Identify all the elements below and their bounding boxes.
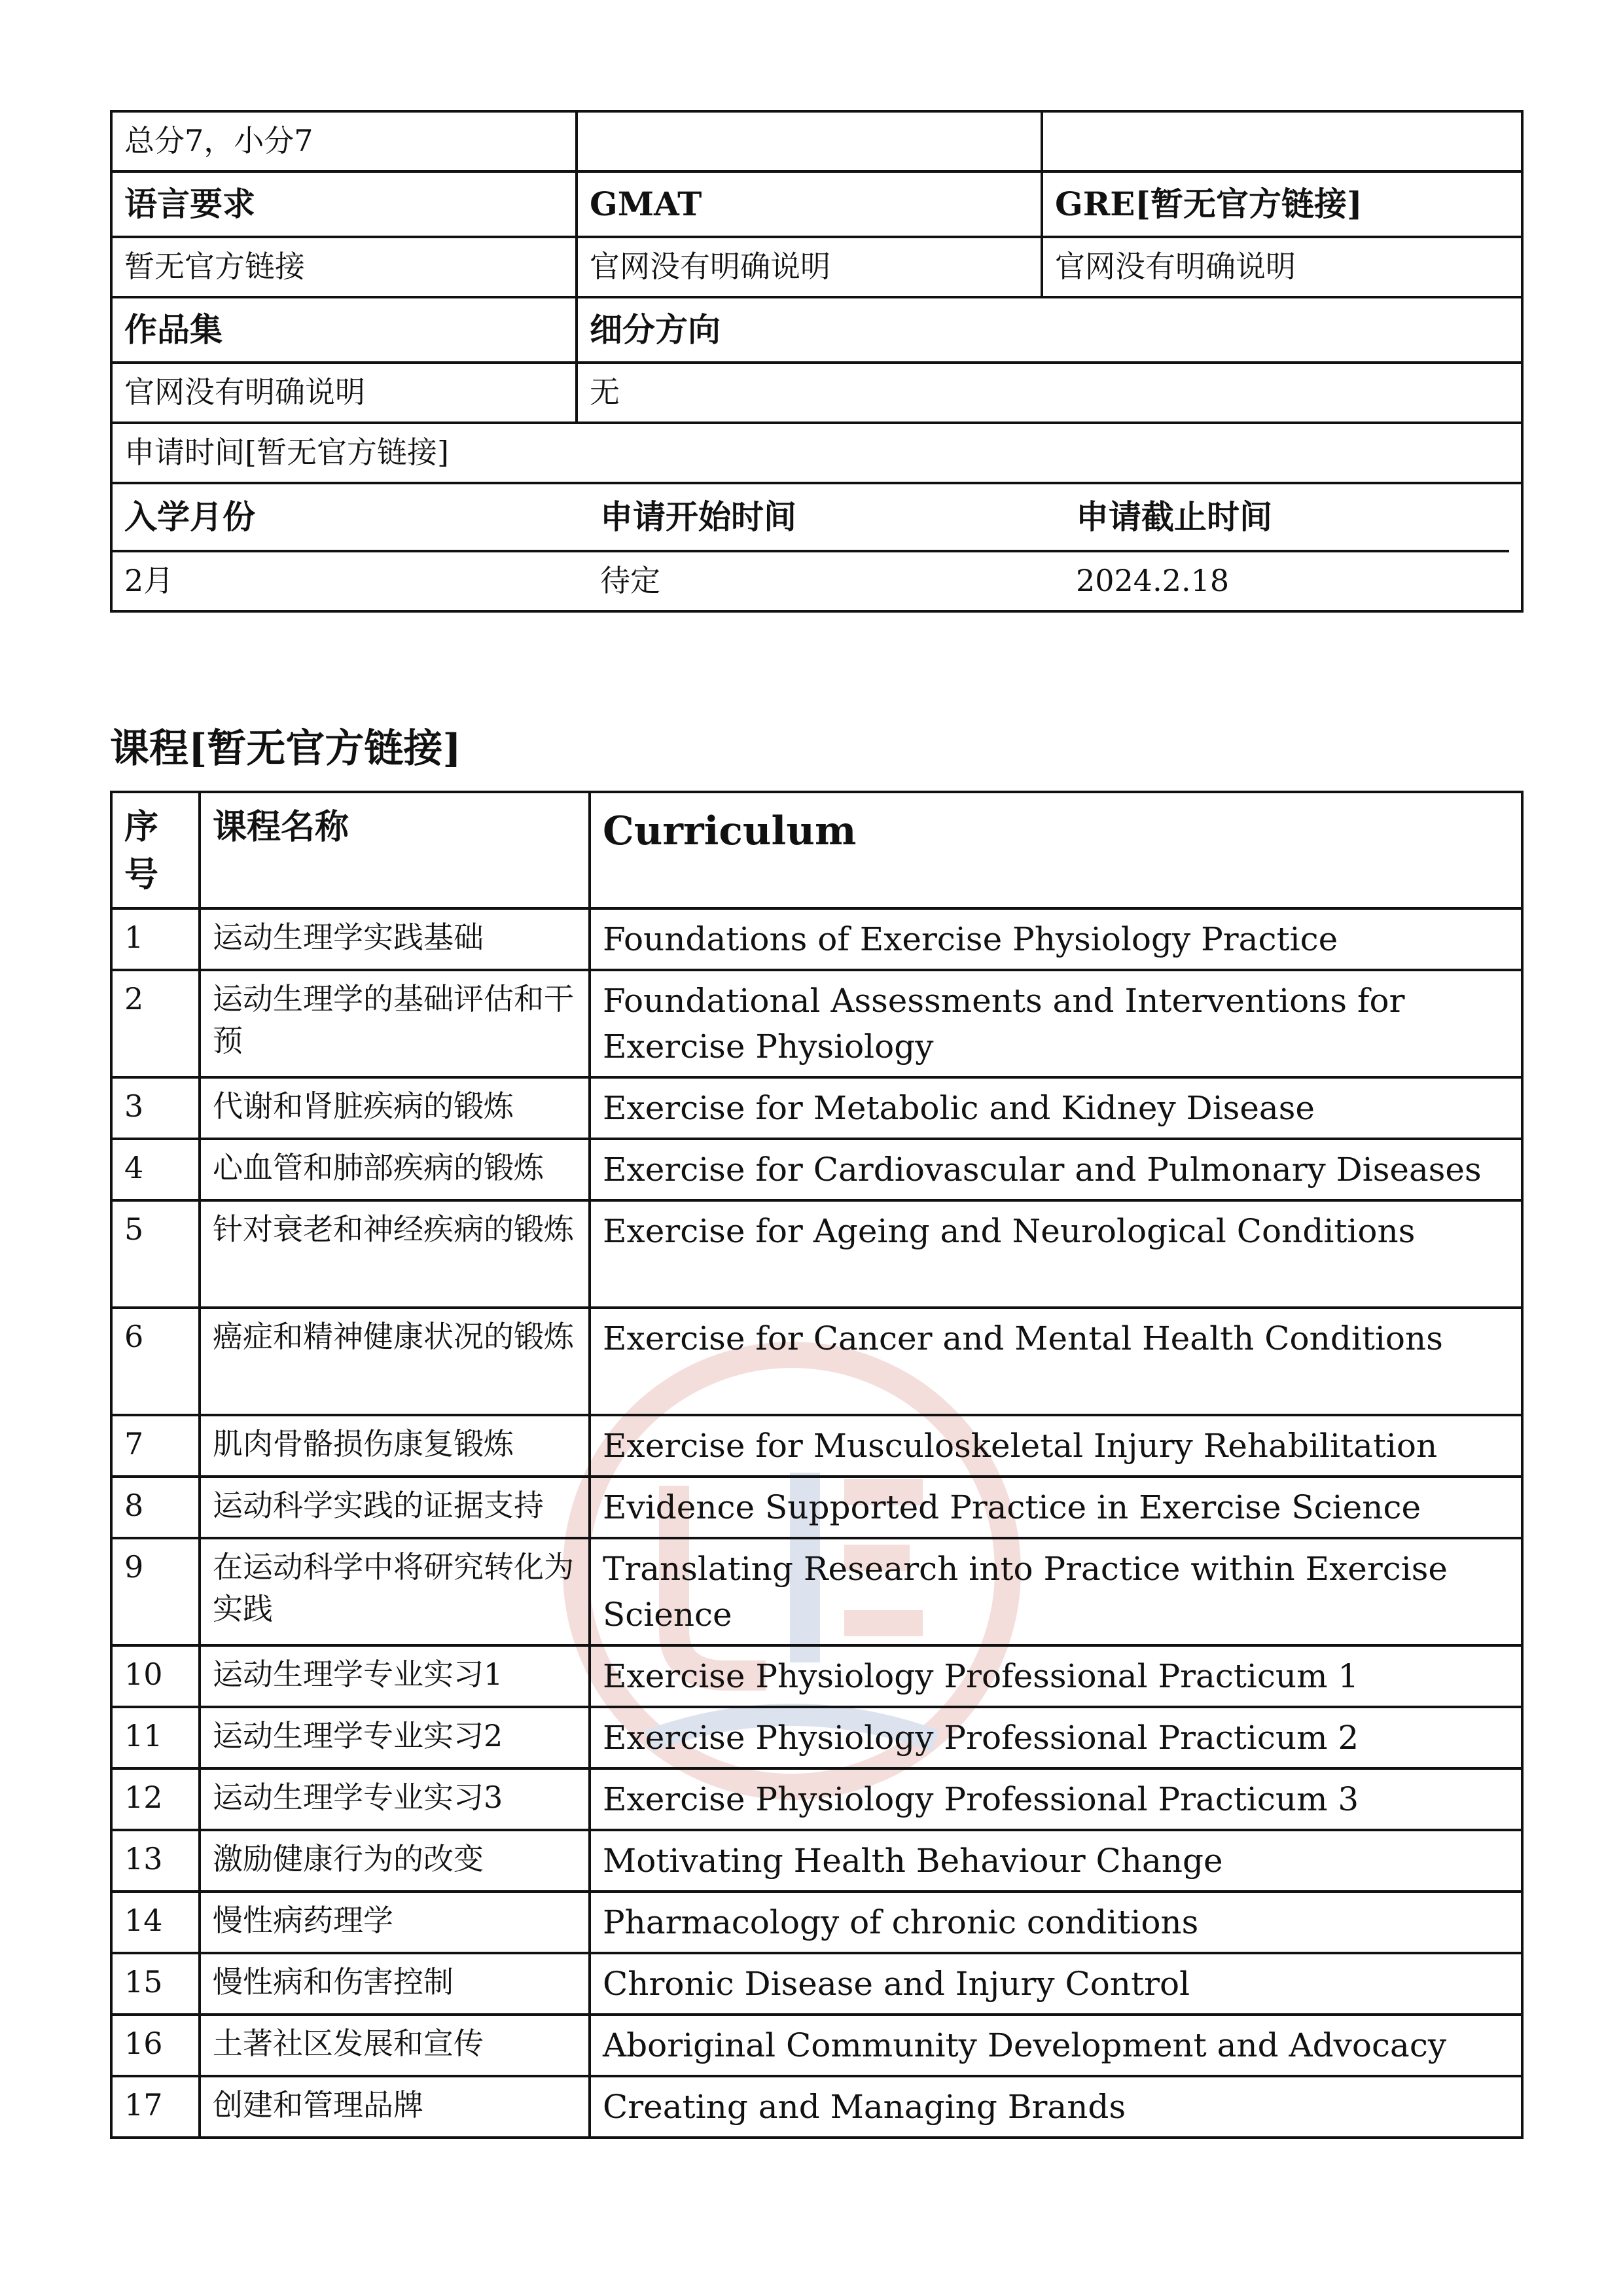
dates-header-row xyxy=(113,484,1509,552)
open-date-label: 申请开始时间 xyxy=(600,497,796,536)
deadline-label: 申请截止时间 xyxy=(1076,497,1272,536)
course-name-cn: 在运动科学中将研究转化为实践 xyxy=(200,1538,590,1645)
intake-month-value: 2月 xyxy=(124,563,174,599)
course-no: 2 xyxy=(111,970,200,1077)
course-name-cn: 运动生理学专业实习3 xyxy=(200,1768,590,1830)
course-name-en: Translating Research into Practice within Exercise Science xyxy=(590,1538,1522,1645)
course-no: 8 xyxy=(111,1477,200,1538)
course-no: 9 xyxy=(111,1538,200,1645)
table-row xyxy=(111,1139,1522,1200)
course-name-en: Motivating Health Behaviour Change xyxy=(590,1830,1522,1892)
course-no: 16 xyxy=(111,2015,200,2076)
gre-value: 官网没有明确说明 xyxy=(1042,237,1522,297)
course-name-en: Exercise for Musculoskeletal Injury Rehabilitation xyxy=(590,1415,1522,1477)
col-header-no: 序号 xyxy=(111,792,200,908)
course-name-en: Exercise for Ageing and Neurological Conditions xyxy=(590,1200,1522,1308)
table-row xyxy=(111,1477,1522,1538)
course-name-cn: 创建和管理品牌 xyxy=(200,2076,590,2138)
course-no: 15 xyxy=(111,1953,200,2015)
gmat-label: GMAT xyxy=(577,171,1042,237)
direction-value: 无 xyxy=(577,363,1522,423)
table-row xyxy=(111,2076,1522,2138)
course-name-en: Exercise Physiology Professional Practicum 2 xyxy=(590,1707,1522,1768)
course-name-en: Creating and Managing Brands xyxy=(590,2076,1522,2138)
table-row xyxy=(111,1645,1522,1707)
table-row xyxy=(111,970,1522,1077)
table-row xyxy=(111,1077,1522,1139)
course-name-en: Exercise for Cancer and Mental Health Conditions xyxy=(590,1308,1522,1415)
course-no: 11 xyxy=(111,1707,200,1768)
table-row xyxy=(111,1707,1522,1768)
course-name-en: Exercise Physiology Professional Practicum 1 xyxy=(590,1645,1522,1707)
course-name-cn: 心血管和肺部疾病的锻炼 xyxy=(200,1139,590,1200)
course-no: 7 xyxy=(111,1415,200,1477)
table-row xyxy=(111,1892,1522,1953)
course-no: 1 xyxy=(111,908,200,970)
course-name-cn: 运动科学实践的证据支持 xyxy=(200,1477,590,1538)
course-name-cn: 运动生理学的基础评估和干预 xyxy=(200,970,590,1077)
courses-heading: 课程[暂无官方链接] xyxy=(110,726,461,772)
course-no: 10 xyxy=(111,1645,200,1707)
portfolio-value: 官网没有明确说明 xyxy=(111,363,577,423)
course-no: 17 xyxy=(111,2076,200,2138)
course-name-en: Exercise for Cardiovascular and Pulmonary Diseases xyxy=(590,1139,1522,1200)
application-time-label: 申请时间[暂无官方链接] xyxy=(111,423,1522,483)
table-row xyxy=(111,1415,1522,1477)
course-name-cn: 运动生理学专业实习1 xyxy=(200,1645,590,1707)
course-name-cn: 针对衰老和神经疾病的锻炼 xyxy=(200,1200,590,1308)
table-row xyxy=(111,1953,1522,2015)
course-name-cn: 土著社区发展和宣传 xyxy=(200,2015,590,2076)
direction-label: 细分方向 xyxy=(577,297,1522,363)
course-name-en: Foundational Assessments and Interventions for Exercise Physiology xyxy=(590,970,1522,1077)
course-name-cn: 代谢和肾脏疾病的锻炼 xyxy=(200,1077,590,1139)
language-value: 暂无官方链接 xyxy=(111,237,577,297)
course-name-en: Pharmacology of chronic conditions xyxy=(590,1892,1522,1953)
course-name-en: Foundations of Exercise Physiology Practice xyxy=(590,908,1522,970)
course-name-en: Aboriginal Community Development and Advocacy xyxy=(590,2015,1522,2076)
language-label: 语言要求 xyxy=(111,171,577,237)
course-no: 4 xyxy=(111,1139,200,1200)
application-dates xyxy=(111,483,1522,611)
table-row xyxy=(111,1538,1522,1645)
course-name-cn: 肌肉骨骼损伤康复锻炼 xyxy=(200,1415,590,1477)
empty-cell xyxy=(577,111,1042,171)
open-date-value: 待定 xyxy=(600,563,660,599)
dates-value-row xyxy=(113,552,1521,610)
gmat-value: 官网没有明确说明 xyxy=(577,237,1042,297)
intake-month-label: 入学月份 xyxy=(124,497,255,536)
col-header-name-cn: 课程名称 xyxy=(200,792,590,908)
table-row xyxy=(111,1308,1522,1415)
course-name-cn: 癌症和精神健康状况的锻炼 xyxy=(200,1308,590,1415)
course-table xyxy=(110,791,1524,2139)
course-no: 12 xyxy=(111,1768,200,1830)
course-name-en: Chronic Disease and Injury Control xyxy=(590,1953,1522,2015)
table-row xyxy=(111,908,1522,970)
course-name-cn: 激励健康行为的改变 xyxy=(200,1830,590,1892)
gre-label: GRE[暂无官方链接] xyxy=(1042,171,1522,237)
course-no: 14 xyxy=(111,1892,200,1953)
course-name-en: Exercise Physiology Professional Practicum 3 xyxy=(590,1768,1522,1830)
admission-info-table xyxy=(110,110,1524,613)
col-header-name-en: Curriculum xyxy=(590,792,1522,908)
deadline-value: 2024.2.18 xyxy=(1076,563,1230,599)
table-row xyxy=(111,1768,1522,1830)
course-no: 6 xyxy=(111,1308,200,1415)
course-name-en: Exercise for Metabolic and Kidney Disease xyxy=(590,1077,1522,1139)
course-name-cn: 运动生理学实践基础 xyxy=(200,908,590,970)
score-requirement: 总分7，小分7 xyxy=(111,111,577,171)
course-name-cn: 慢性病药理学 xyxy=(200,1892,590,1953)
course-no: 3 xyxy=(111,1077,200,1139)
table-row xyxy=(111,1830,1522,1892)
empty-cell xyxy=(1042,111,1522,171)
course-no: 13 xyxy=(111,1830,200,1892)
table-row xyxy=(111,1200,1522,1308)
portfolio-label: 作品集 xyxy=(111,297,577,363)
course-no: 5 xyxy=(111,1200,200,1308)
course-name-en: Evidence Supported Practice in Exercise Science xyxy=(590,1477,1522,1538)
course-name-cn: 运动生理学专业实习2 xyxy=(200,1707,590,1768)
course-name-cn: 慢性病和伤害控制 xyxy=(200,1953,590,2015)
table-row xyxy=(111,2015,1522,2076)
